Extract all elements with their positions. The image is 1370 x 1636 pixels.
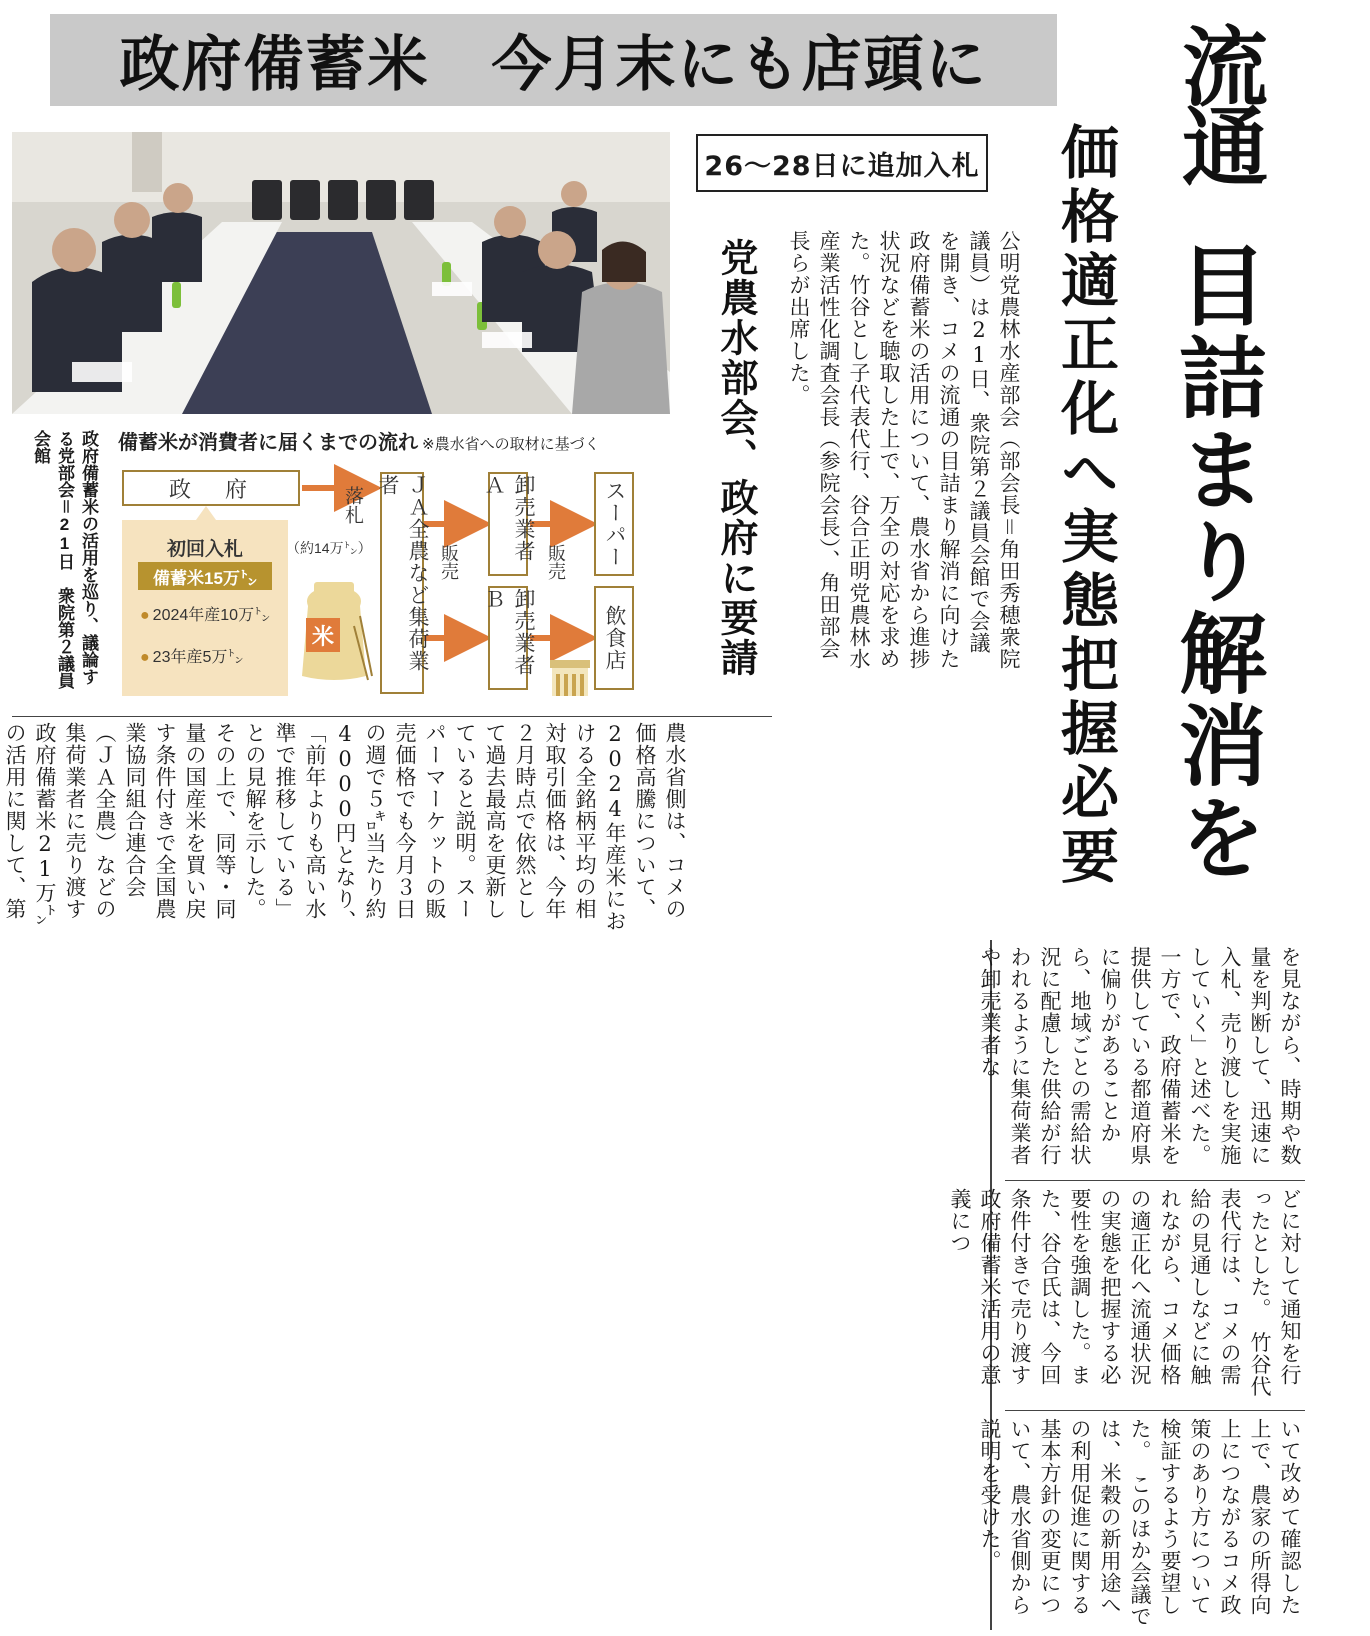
lead-text: 公明党農林水産部会（部会長＝角田秀穂衆院議員）は21日、衆院第２議員会館で会議を開き、コメの流通の目詰まり解消に向けた政府備蓄米の活用について、農水省から進捗状況などを聴取した上で、万全の対応を求めた。竹谷とし子代表代行、谷合正明党農林水産業活性化調査会長（参院会長）、角田部会長らが出席した。 — [787, 230, 1021, 670]
headline-main-2: 目詰まり解消を — [1165, 240, 1268, 884]
bullet-icon: ● — [140, 649, 150, 666]
rice-bag-icon — [294, 576, 374, 686]
wholesaler-b-box: 卸売業者Ｂ — [488, 586, 528, 690]
item-2023 — [140, 644, 243, 667]
headline-main-1: 流通 — [1167, 22, 1267, 182]
diagram-note: ※農水省への取材に基づく — [422, 436, 600, 453]
item-2024-text: 2024年産10万㌧ — [152, 607, 271, 624]
ja-box: ＪＡ全農など集荷業者 — [380, 472, 424, 694]
lower-text-1: を見ながら、時期や数量を判断して、迅速に入札、売り渡しを実施していく」と述べた。 一方で、政府備蓄米を提供している都道府県に偏りがあることから、地域ごとの需給状況に配慮した供給が行われるように集荷業者や卸売業者な — [978, 946, 1302, 1178]
section-divider — [12, 716, 772, 717]
wholesaler-a-box: 卸売業者Ａ — [488, 472, 528, 576]
meeting-photo — [12, 132, 670, 414]
rice-distribution-diagram — [118, 426, 668, 701]
side-headline: 党農水部会、政府に要請 — [714, 238, 758, 678]
banner-headline: 政府備蓄米 今月末にも店頭に — [119, 30, 988, 100]
row-divider-1 — [1005, 1180, 1305, 1181]
item-2023-text: 23年産5万㌧ — [152, 649, 244, 666]
initial-bid-box — [122, 520, 288, 696]
store-icon — [548, 658, 592, 698]
lower-text-2: どに対して通知を行ったとした。 竹谷代表代行は、コメの需給の見通しなどに触れながら、コメ価格の適正化へ流通状況の実態を把握する必要性を強調した。また、谷合氏は、今回条件付きで売り渡す政府備蓄米活用の意義につ — [948, 1188, 1302, 1398]
lower-text-3: いて改めて確認した上で、農家の所得向上につながるコメ政策のあり方について検証するよう要望した。 このほか会議では、米穀の新用途への利用促進に関する基本方針の変更について、農水省側から説明を受けた。 — [978, 1418, 1302, 1628]
bullet-icon: ● — [140, 607, 150, 624]
diagram-title-text: 備蓄米が消費者に届くまでの流れ — [118, 432, 418, 454]
initial-bid-title: 初回入札 — [166, 539, 243, 560]
sale-label-2: 販売 — [546, 544, 566, 580]
headline-sub: 価格適正化へ実態把握必要 — [1051, 122, 1119, 890]
restaurant-box: 飲食店 — [594, 586, 634, 690]
reserve-rice-label: 備蓄米15万㌧ — [138, 562, 272, 590]
sale-label-1: 販売 — [439, 544, 459, 580]
diagram-title — [118, 426, 600, 455]
row-divider-2 — [1005, 1410, 1305, 1411]
award-amount: （約14万㌧） — [286, 540, 372, 556]
rice-bag-label: 米 — [306, 618, 340, 652]
award-label: 落札 — [342, 486, 363, 524]
boxed-subheadline: 26～28日に追加入札 — [696, 134, 988, 192]
government-box: 政 府 — [122, 470, 300, 506]
supermarket-box: スーパー — [594, 472, 634, 576]
item-2024 — [140, 602, 270, 625]
top-banner — [50, 14, 1057, 106]
middle-text: 農水省側は、コメの価格高騰について、2024年産米における全銘柄平均の相対取引価格は、今年２月時点で依然として過去最高を更新していると説明。スーパーマーケットの販売価格でも今月３日の週で５㌔当たり約4000円となり、「前年よりも高い水準で推移している」との見解を示した。 その上で、同等・同量の国産米を買い戻す条件付きで全国農業協同組合連合会（ＪＡ全農）などの集荷業者に売り渡す政府備蓄米21万㌧の活用に関して、第 — [3, 722, 687, 932]
photo-caption: 政府備蓄米の活用を巡り、議論する党部会＝21日 衆院第２議員会館 — [31, 430, 98, 689]
